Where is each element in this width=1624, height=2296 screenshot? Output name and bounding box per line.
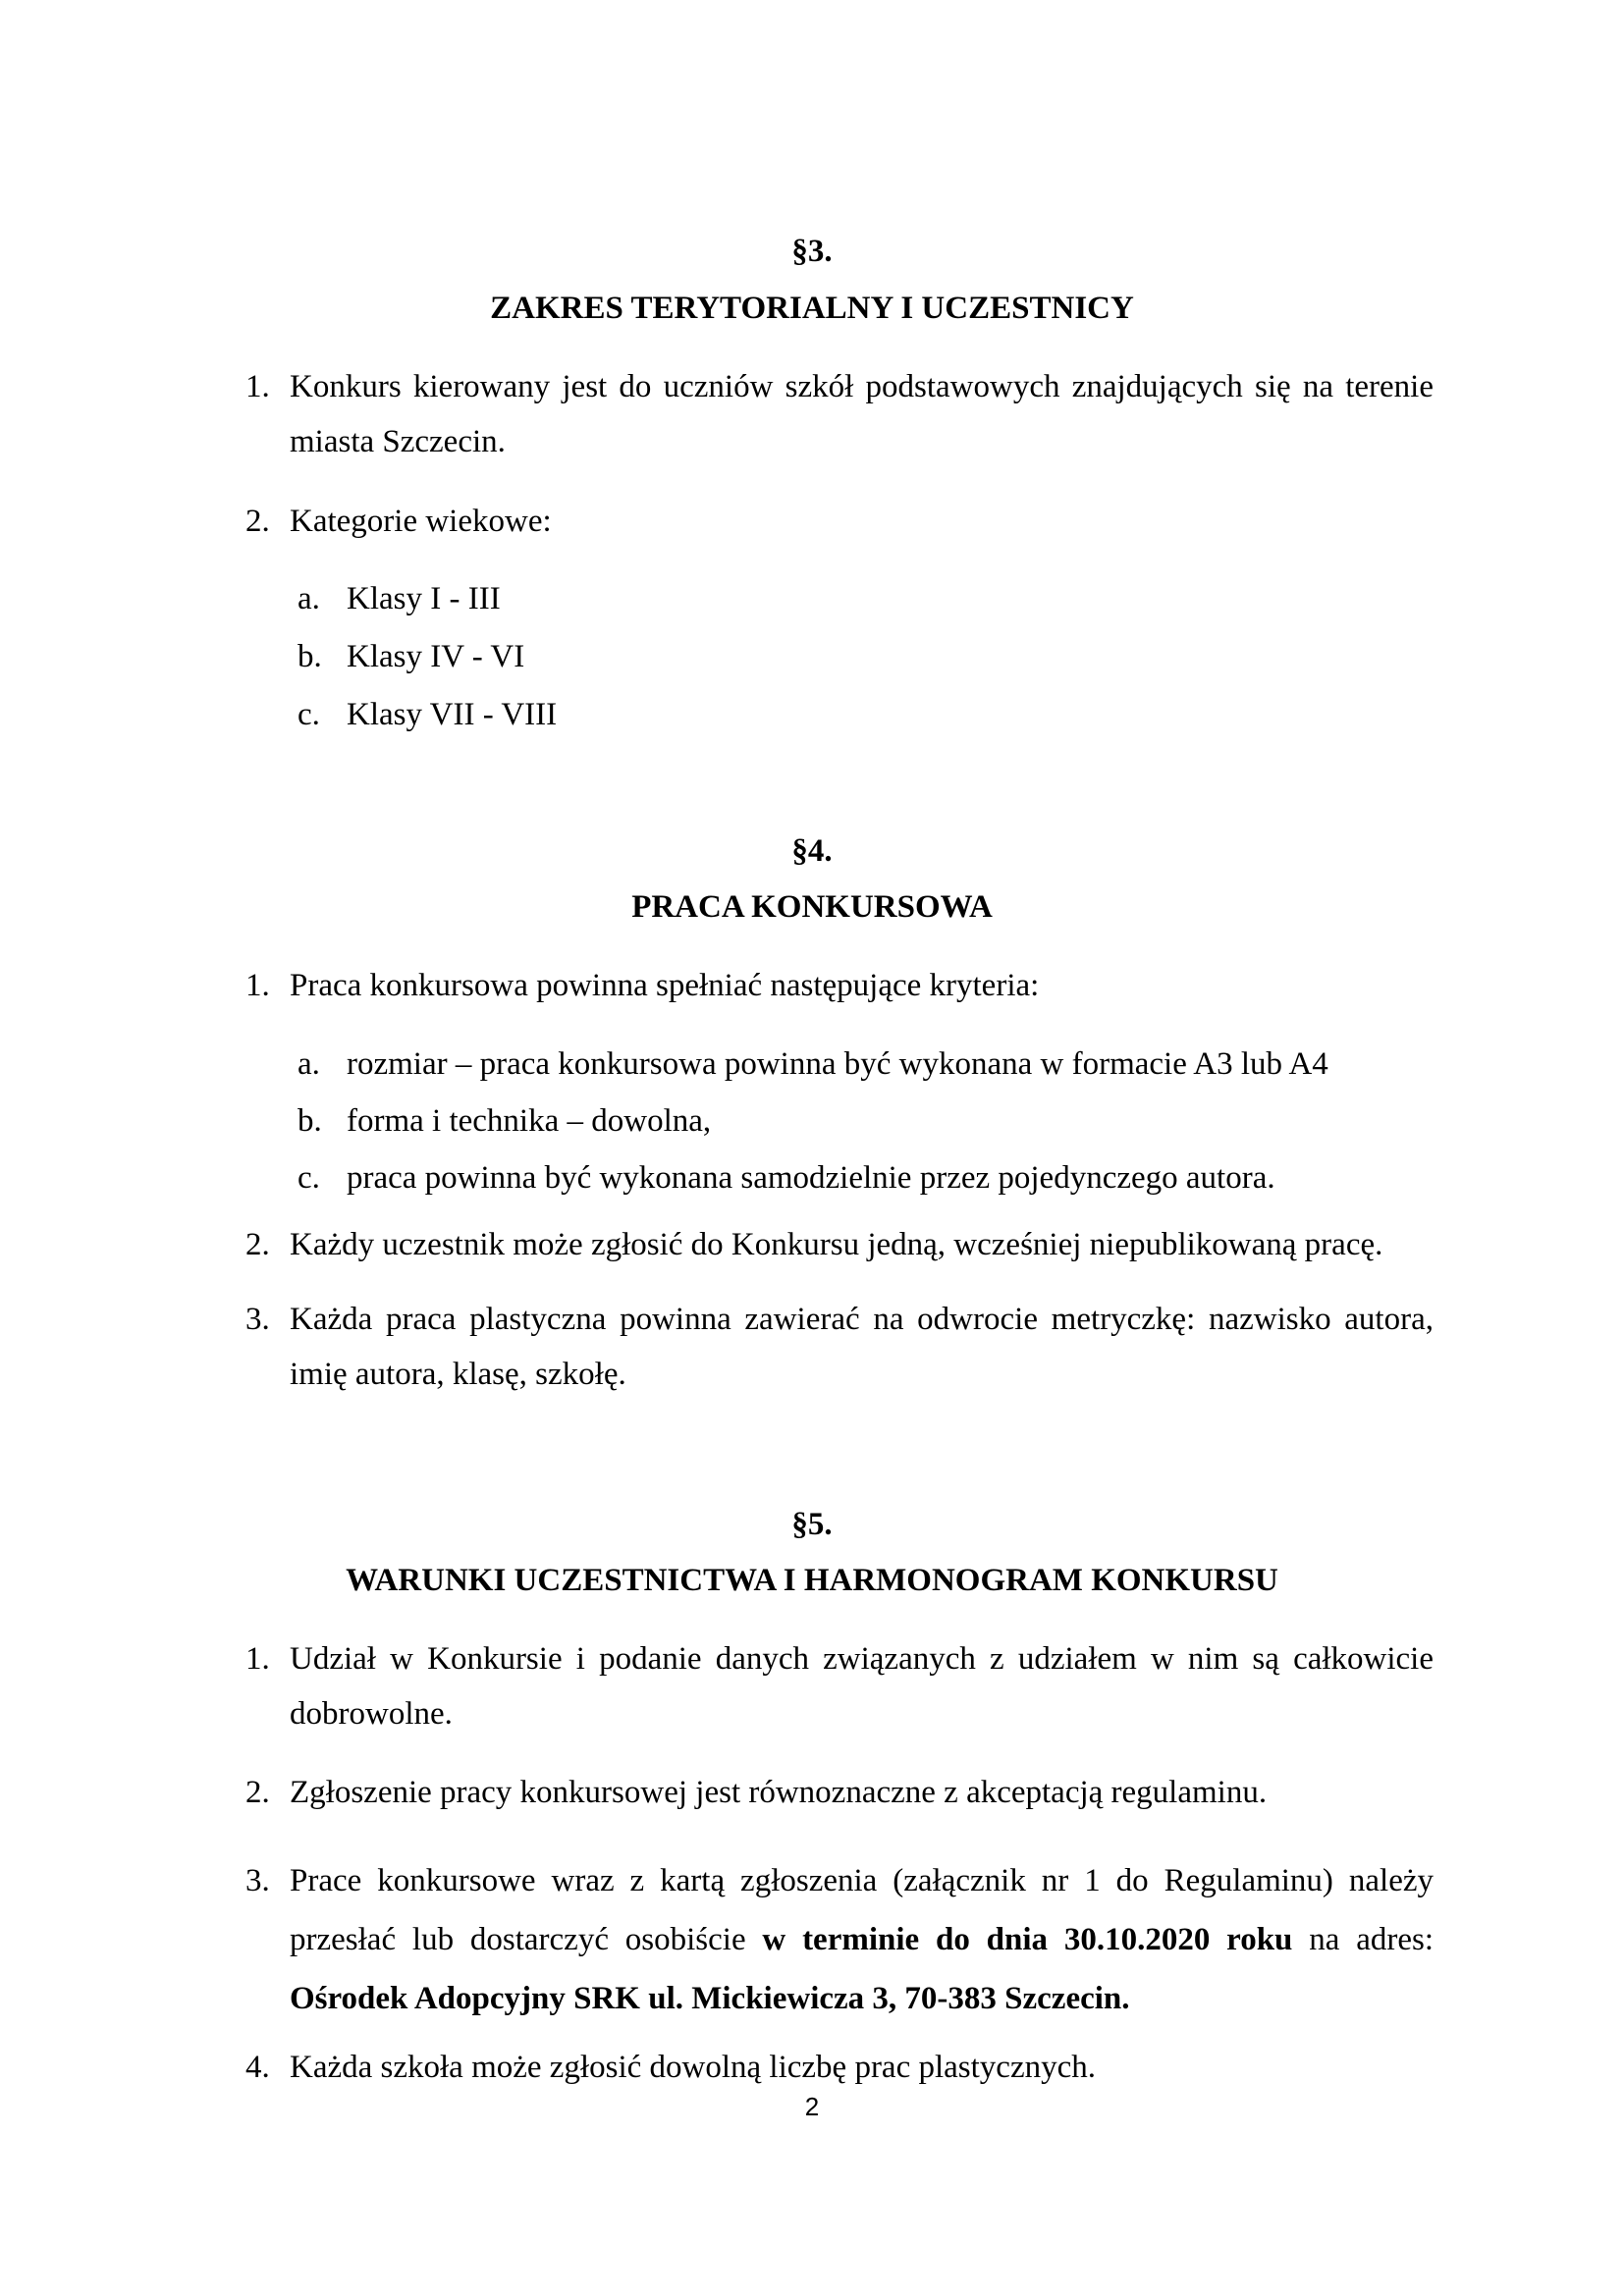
- section-4-number: §4.: [791, 833, 833, 869]
- s3-sub-a-text: Klasy I - III: [347, 581, 501, 616]
- s5-item-3-text-a: Prace konkursowe wraz z kartą zgłoszenia (załącznik nr 1 do Regulaminu) należy przesłać lub dostarczyć osobiście: [290, 1863, 1434, 1957]
- s4-sub-a-text: rozmiar – praca konkursowa powinna być wykonana w formacie A3 lub A4: [347, 1046, 1328, 1082]
- s3-sub-a-letter: a.: [298, 581, 320, 616]
- s4-sub-b-letter: b.: [298, 1103, 322, 1139]
- s5-item-2-text: Zgłoszenie pracy konkursowej jest równoznaczne z akceptacją regulaminu.: [290, 1775, 1268, 1810]
- s4-item-1-text: Praca konkursowa powinna spełniać następujące kryteria:: [290, 968, 1040, 1003]
- s3-item-1-number: 1.: [245, 369, 270, 404]
- s3-sub-c-text: Klasy VII - VIII: [347, 697, 558, 732]
- s4-sub-c-text: praca powinna być wykonana samodzielnie przez pojedynczego autora.: [347, 1160, 1275, 1196]
- s5-item-2-number: 2.: [245, 1775, 270, 1810]
- section-5-number: §5.: [791, 1507, 833, 1542]
- section-4-title: PRACA KONKURSOWA: [631, 889, 993, 925]
- s4-item-3-text: Każda praca plastyczna powinna zawierać na odwrocie metryczkę: nazwisko autora, imię autora, klasę, szkołę.: [290, 1302, 1434, 1392]
- s4-item-1-number: 1.: [245, 968, 270, 1003]
- s4-sub-b-text: forma i technika – dowolna,: [347, 1103, 712, 1139]
- s3-item-2-text: Kategorie wiekowe:: [290, 504, 552, 539]
- s5-item-3-deadline: w terminie do dnia 30.10.2020 roku: [762, 1922, 1293, 1957]
- s5-item-3-number: 3.: [245, 1863, 270, 1898]
- s5-item-3-address: Ośrodek Adopcyjny SRK ul. Mickiewicza 3, 70-383 Szczecin.: [290, 1981, 1130, 2016]
- s4-item-2-text: Każdy uczestnik może zgłosić do Konkursu jedną, wcześniej niepublikowaną pracę.: [290, 1227, 1383, 1262]
- section-3-title: ZAKRES TERYTORIALNY I UCZESTNICY: [490, 291, 1134, 326]
- s3-sub-b-letter: b.: [298, 639, 322, 674]
- s3-sub-b-text: Klasy IV - VI: [347, 639, 525, 674]
- section-3-number: §3.: [791, 234, 833, 269]
- s4-item-3-number: 3.: [245, 1302, 270, 1337]
- s5-item-3-text: [290, 1851, 1434, 2028]
- s5-item-4-number: 4.: [245, 2050, 270, 2085]
- s3-item-2-number: 2.: [245, 504, 270, 539]
- s5-item-4-text: Każda szkoła może zgłosić dowolną liczbę prac plastycznych.: [290, 2050, 1096, 2085]
- s5-item-1-text: Udział w Konkursie i podanie danych związanych z udziałem w nim są całkowicie dobrowolne.: [290, 1641, 1434, 1732]
- s3-sub-c-letter: c.: [298, 697, 320, 732]
- s5-item-3-text-b: na adres:: [1292, 1922, 1434, 1957]
- section-5-title: WARUNKI UCZESTNICTWA I HARMONOGRAM KONKURSU: [346, 1563, 1278, 1598]
- page-number: 2: [804, 2092, 820, 2121]
- s4-item-2-number: 2.: [245, 1227, 270, 1262]
- s4-sub-c-letter: c.: [298, 1160, 320, 1196]
- s3-item-1-text: Konkurs kierowany jest do uczniów szkół podstawowych znajdujących się na terenie miasta Szczecin.: [290, 369, 1434, 459]
- s5-item-1-number: 1.: [245, 1641, 270, 1677]
- s4-sub-a-letter: a.: [298, 1046, 320, 1082]
